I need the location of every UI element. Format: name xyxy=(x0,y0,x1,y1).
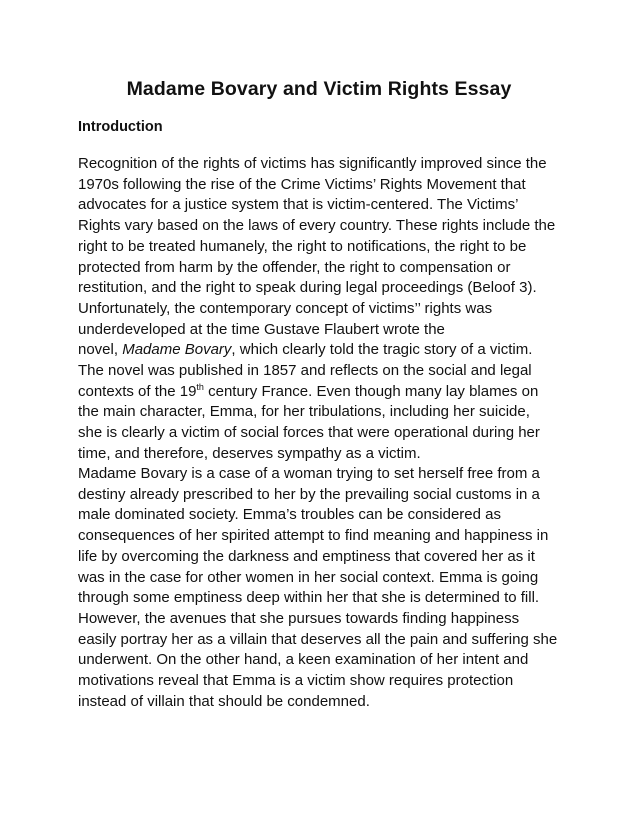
text-line: destiny already prescribed to her by the prevailing social customs in a xyxy=(78,485,540,503)
ordinal-superscript: th xyxy=(196,381,204,392)
text-line: motivations reveal that Emma is a victim show requires protection xyxy=(78,672,514,690)
text-line: protected from harm by the offender, the right to compensation or xyxy=(78,258,511,276)
text-line: instead of villain that should be condemned. xyxy=(78,692,370,710)
text-line: However, the avenues that she pursues towards finding happiness xyxy=(78,609,520,627)
text-line: The novel was published in 1857 and reflects on the social and legal xyxy=(78,362,532,380)
text-line: consequences of her spirited attempt to find meaning and happiness in xyxy=(78,527,549,545)
text-line xyxy=(78,382,566,403)
book-title-italic: Madame Bovary xyxy=(122,341,232,359)
text-line: male dominated society. Emma’s troubles can be considered as xyxy=(78,506,501,524)
document-title: Madame Bovary and Victim Rights Essay xyxy=(126,78,512,100)
text-line: time, and therefore, deserves sympathy as a victim. xyxy=(78,444,421,462)
text-line: underdeveloped at the time Gustave Flaubert wrote the xyxy=(78,320,445,338)
text-line xyxy=(78,340,566,361)
text-line: easily portray her as a villain that deserves all the pain and suffering she xyxy=(78,630,558,648)
text-line: right to be treated humanely, the right to notifications, the right to be xyxy=(78,237,527,255)
text-fragment: novel, xyxy=(78,341,123,359)
text-line: underwent. On the other hand, a keen examination of her intent and xyxy=(78,651,529,669)
text-line: Unfortunately, the contemporary concept of victims’’ rights was xyxy=(78,299,493,317)
text-fragment: contexts of the 19 xyxy=(78,382,197,400)
text-line: through some emptiness deep within her that she is determined to fill. xyxy=(78,589,540,607)
text-line: Madame Bovary is a case of a woman trying to set herself free from a xyxy=(78,465,540,482)
paragraph-1 xyxy=(78,154,566,465)
text-fragment: century France. Even though many lay blames on xyxy=(203,382,539,400)
text-line: was in the case for other women in her social context. Emma is going xyxy=(78,568,539,586)
text-line: Recognition of the rights of victims has significantly improved since the xyxy=(78,155,547,172)
text-line: restitution, and the right to speak during legal proceedings (Beloof 3). xyxy=(78,279,537,297)
text-line: 1970s following the rise of the Crime Victims’ Rights Movement that xyxy=(78,175,526,193)
text-line: advocates for a justice system that is victim-centered. The Victims’ xyxy=(78,196,519,214)
paragraph-2 xyxy=(78,464,566,712)
text-line: life by overcoming the darkness and emptiness that covered her as it xyxy=(78,547,535,565)
text-line: Rights vary based on the laws of every country. These rights include the xyxy=(78,217,556,235)
text-line: the main character, Emma, for her tribulations, including her suicide, xyxy=(78,403,530,421)
section-heading-introduction: Introduction xyxy=(78,119,163,135)
text-fragment: , which clearly told the tragic story of a victim. xyxy=(231,341,533,359)
text-line: she is clearly a victim of social forces that were operational during her xyxy=(78,424,540,442)
